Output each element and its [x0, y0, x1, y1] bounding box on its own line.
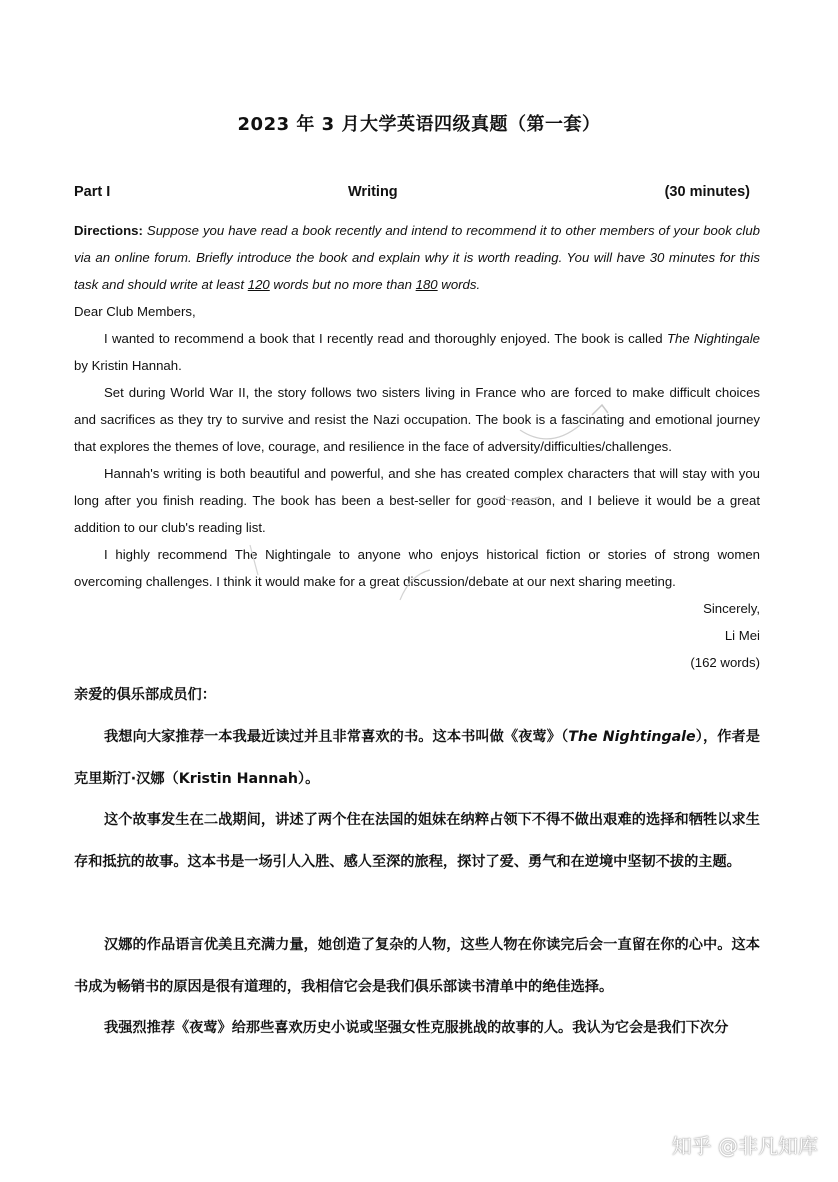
directions-text-a: Suppose you have read a book recently and intend to recommend it to other members of your book club via an online forum. Briefly introduce the book and explain why it is worth reading. You will have 30 minutes for this task and should write at least: [74, 223, 760, 292]
translation-paragraph-3: 汉娜的作品语言优美且充满力量，她创造了复杂的人物，这些人物在你读完后会一直留在你的心中。这本书成为畅销书的原因是很有道理的，我相信它会是我们俱乐部读书清单中的绝佳选择。: [74, 937, 760, 995]
letter-paragraph-4: I highly recommend The Nightingale to anyone who enjoys historical fiction or stories of strong women overcoming challenges. I think it would make for a great discussion/debate at our next sharing meeting.: [74, 547, 760, 589]
translation-paragraph-4: 我强烈推荐《夜莺》给那些喜欢历史小说或坚强女性克服挑战的故事的人。我认为它会是我们下次分: [104, 1020, 729, 1036]
watermark: 知乎 @非凡知库: [671, 1134, 818, 1158]
letter-p1-b: by Kristin Hannah.: [74, 358, 182, 373]
letter-closing: Sincerely,: [703, 601, 760, 616]
letter-greeting: Dear Club Members,: [74, 304, 196, 319]
translation-greeting: 亲爱的俱乐部成员们：: [74, 687, 216, 703]
directions-text-c: words.: [437, 277, 481, 292]
min-words: 120: [247, 277, 270, 292]
part-time: (30 minutes): [664, 184, 750, 200]
part-name: Writing: [348, 184, 398, 200]
translation-paragraph-2: 这个故事发生在二战期间，讲述了两个住在法国的姐妹在纳粹占领下不得不做出艰难的选择和牺牲以求生存和抵抗的故事。这本书是一场引人入胜、感人至深的旅程，探讨了爱、勇气和在逆境中坚韧不拔的主题。: [74, 812, 760, 870]
book-title: The Nightingale: [666, 331, 760, 346]
directions-label: Directions:: [74, 223, 143, 238]
directions-text-b: words but no more than: [269, 277, 416, 292]
letter-paragraph-3: Hannah's writing is both beautiful and powerful, and she has created complex characters that will stay with you long after you finish reading. The book has been a best-seller for good reason, and I believe it would be a great addition to our club's reading list.: [74, 466, 760, 535]
word-count: (162 words): [690, 655, 760, 670]
letter-p1-a: I wanted to recommend a book that I recently read and thoroughly enjoyed. The book is called: [104, 331, 667, 346]
letter-signature: Li Mei: [724, 628, 760, 643]
translation-p1-b: ），作者是克里斯汀·汉娜（Kristin Hannah）。: [74, 729, 760, 787]
letter-paragraph-2: Set during World War II, the story follows two sisters living in France who are forced to make difficult choices and sacrifices as they try to survive and resist the Nazi occupation. The book is a fascinating and emotional journey that explores the themes of love, courage, and resilience in the face of adversity/difficulties/challenges.: [74, 385, 760, 454]
translation-book-title: The Nightingale: [568, 729, 696, 745]
page-title: 2023 年 3 月大学英语四级真题（第一套）: [237, 114, 601, 135]
max-words: 180: [415, 277, 438, 292]
part-label: Part I: [74, 184, 111, 200]
translation-p1-a: 我想向大家推荐一本我最近读过并且非常喜欢的书。这本书叫做《夜莺》（: [104, 729, 569, 745]
